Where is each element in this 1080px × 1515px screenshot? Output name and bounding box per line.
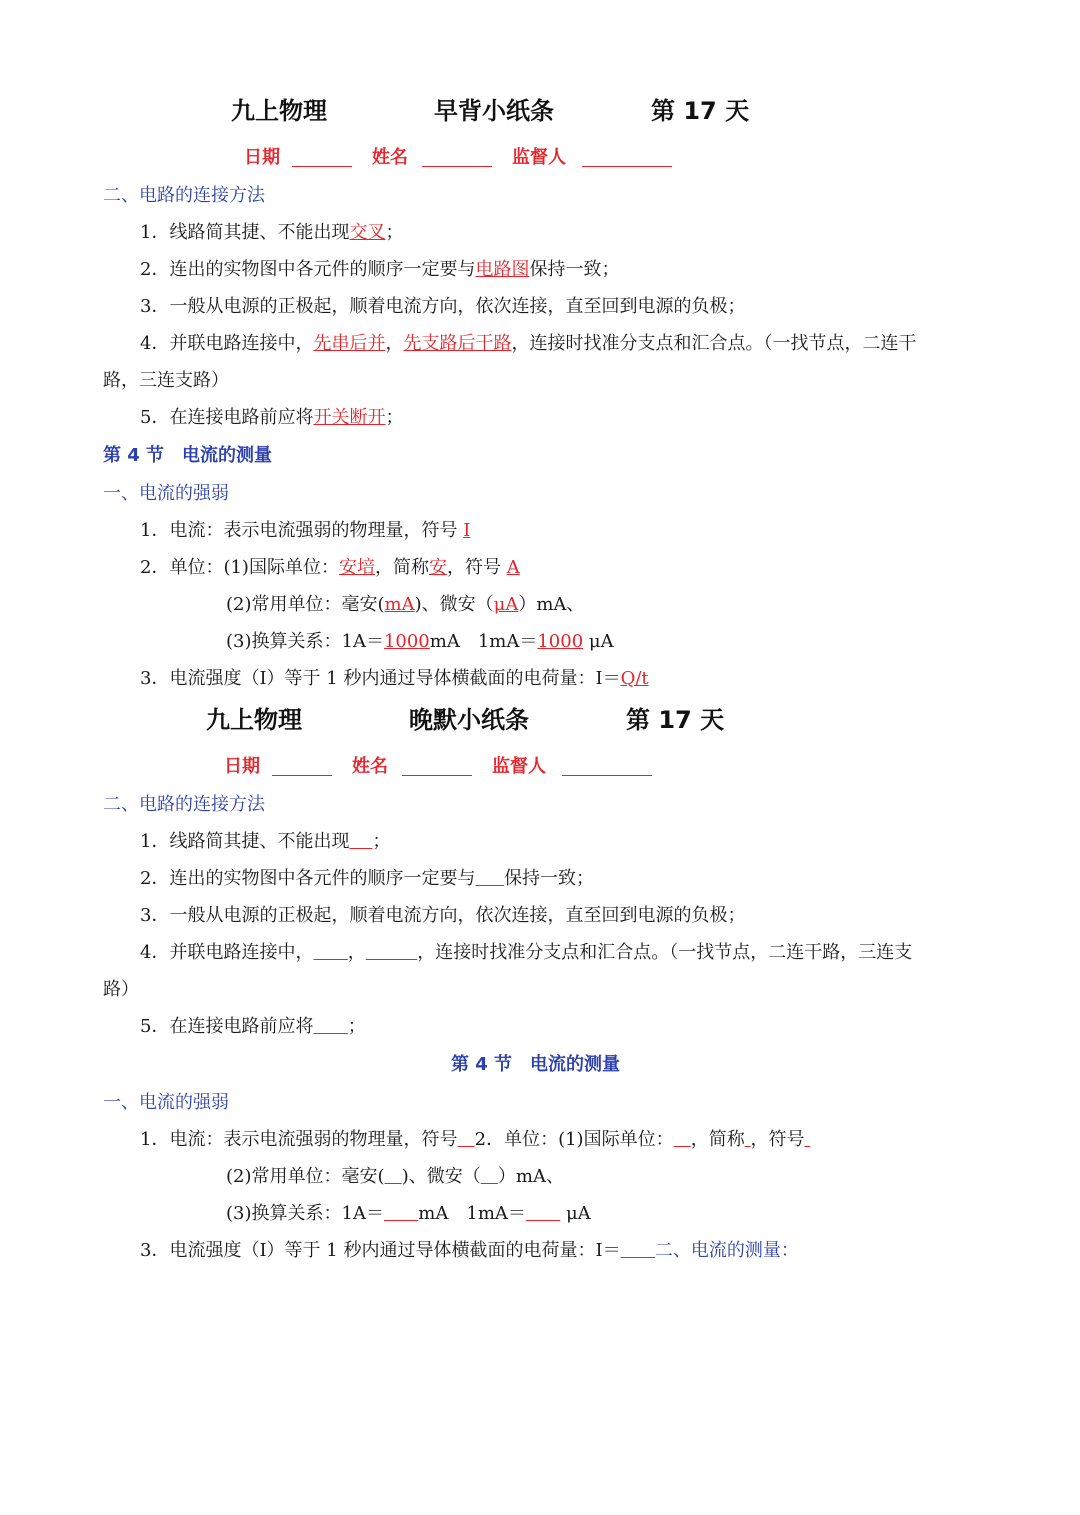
e-c1-pre: 1．电流：表示电流强弱的物理量，符号: [140, 1129, 458, 1150]
m-c2c-post: μA: [588, 631, 614, 652]
morning-title-name: 早背小纸条: [434, 97, 554, 125]
evening-title-day: 第 17 天: [626, 706, 725, 734]
e-c1-mid: 2．单位：(1)国际单位：: [474, 1129, 674, 1150]
m-c3-ans: Q/t: [620, 668, 649, 689]
e-l4-pre: 4．并联电路连接中，: [140, 942, 314, 963]
evening-section2-heading: 二、电路的连接方法: [103, 794, 265, 815]
m-l1-ans: 交叉: [349, 222, 386, 243]
morning-name-blank[interactable]: [422, 150, 492, 167]
evening-supervisor-blank[interactable]: [562, 759, 652, 776]
m-l4-ans1: 先串后并: [313, 333, 386, 354]
morning-item-4-cont: 路，三连支路）: [103, 370, 229, 391]
m-l4-pre: 4．并联电路连接中，: [140, 333, 314, 354]
morning-item-2: [140, 258, 619, 282]
e-c1-mid2: ，简称: [690, 1129, 745, 1150]
morning-current-2c: [226, 630, 614, 654]
evening-section1-heading: 一、电流的强弱: [103, 1092, 229, 1113]
evening-item-4: [140, 941, 912, 965]
e-l5-blank[interactable]: [313, 1016, 347, 1037]
e-l4-post: ，连接时找准分支点和汇合点。（一找节点，二连干路，三连支: [417, 942, 913, 963]
e-c2c-post: μA: [565, 1203, 591, 1224]
e-c1-mid3: ，符号: [750, 1129, 805, 1150]
morning-current-3: [140, 667, 649, 691]
e-l1-pre: 1．线路简其捷、不能出现: [140, 831, 350, 852]
m-c2b-ans2: μA: [493, 594, 519, 615]
m-c2b-pre: (2)常用单位：毫安(: [226, 594, 385, 615]
m-l4-post: ，连接时找准分支点和汇合点。（一找节点，二连干: [511, 333, 917, 354]
morning-item-3: 3．一般从电源的正极起，顺着电流方向，依次连接，直至回到电源的负极；: [140, 296, 746, 317]
evening-item-4-cont: 路）: [103, 979, 139, 1000]
e-l1-blank[interactable]: [349, 831, 372, 852]
morning-current-2: [140, 556, 520, 580]
e-c2c-blank1[interactable]: [384, 1203, 418, 1224]
morning-supervisor-blank[interactable]: [582, 150, 672, 167]
evening-item-5: [140, 1015, 366, 1039]
morning-item-5: [140, 406, 403, 430]
e-c2c-pre: (3)换算关系：1A＝: [226, 1203, 384, 1224]
e-c2b-post: ）mA、: [497, 1166, 564, 1187]
morning-item-4: [140, 332, 916, 356]
evening-date-label: 日期: [224, 756, 260, 777]
evening-current-2b: [226, 1165, 564, 1189]
m-c2-pre: 2．单位：(1)国际单位：: [140, 557, 339, 578]
m-c1-pre: 1．电流：表示电流强弱的物理量，符号: [140, 520, 458, 541]
e-c2b-pre: (2)常用单位：毫安(: [226, 1166, 385, 1187]
morning-item-1: [140, 221, 403, 245]
m-l2-pre: 2．连出的实物图中各元件的顺序一定要与: [140, 259, 476, 280]
e-l2-pre: 2．连出的实物图中各元件的顺序一定要与: [140, 868, 476, 889]
e-c3-blank[interactable]: [621, 1240, 655, 1261]
morning-supervisor-label: 监督人: [512, 147, 566, 168]
m-c2c-pre: (3)换算关系：1A＝: [226, 631, 384, 652]
e-c3-tail: 二、电流的测量：: [654, 1240, 799, 1261]
evening-name-label: 姓名: [352, 756, 388, 777]
m-l4-ans2: 先支路后干路: [403, 333, 512, 354]
evening-supervisor-label: 监督人: [492, 756, 546, 777]
m-l5-ans: 开关断开: [313, 407, 386, 428]
e-l5-pre: 5．在连接电路前应将: [140, 1016, 314, 1037]
evening-sec4-heading: 第 4 节 电流的测量: [451, 1054, 621, 1075]
morning-date-label: 日期: [244, 147, 280, 168]
m-c2b-ans1: mA: [384, 594, 415, 615]
morning-title-subject: 九上物理: [231, 97, 327, 125]
e-c2c-mid: mA 1mA＝: [418, 1203, 526, 1224]
e-c1-blank1[interactable]: [457, 1129, 474, 1150]
m-c1-ans: I: [463, 520, 471, 541]
morning-sec4-heading: 第 4 节 电流的测量: [103, 445, 273, 466]
morning-title-day: 第 17 天: [651, 97, 750, 125]
e-c1-blank2[interactable]: [674, 1129, 691, 1150]
e-l1-post: ；: [372, 831, 391, 852]
m-l5-pre: 5．在连接电路前应将: [140, 407, 314, 428]
m-c2-ans1: 安培: [338, 557, 375, 578]
e-l4-blank1[interactable]: [313, 942, 347, 963]
morning-section2-heading: 二、电路的连接方法: [103, 185, 265, 206]
evening-title-subject: 九上物理: [206, 706, 302, 734]
morning-current-1: [140, 519, 470, 543]
m-c2-mid2: ，符号: [446, 557, 501, 578]
e-c2b-blank2[interactable]: [481, 1166, 498, 1187]
e-c2b-blank1[interactable]: [385, 1166, 402, 1187]
evening-title-name: 晚默小纸条: [409, 706, 529, 734]
evening-item-1: [140, 830, 390, 854]
m-c2c-ans1: 1000: [383, 631, 430, 652]
evening-current-2c: [226, 1202, 591, 1226]
m-c2b-post: ）mA、: [518, 594, 585, 615]
m-c2c-ans2: 1000: [537, 631, 584, 652]
m-c2-mid1: ，简称: [374, 557, 429, 578]
m-c2c-mid: mA 1mA＝: [429, 631, 538, 652]
e-c1-blank4[interactable]: [804, 1129, 810, 1150]
e-l2-blank[interactable]: [475, 868, 504, 889]
m-l1-post: ；: [385, 222, 404, 243]
evening-current-3: [140, 1239, 799, 1263]
m-c2-ans2: 安: [428, 557, 447, 578]
m-c2b-mid: )、微安（: [414, 594, 494, 615]
e-l5-post: ；: [347, 1016, 366, 1037]
m-l2-post: 保持一致；: [529, 259, 620, 280]
evening-item-2: [140, 867, 594, 891]
m-l5-post: ；: [385, 407, 404, 428]
m-l2-ans: 电路图: [475, 259, 530, 280]
evening-date-blank[interactable]: [272, 759, 332, 776]
e-l4-blank2[interactable]: [366, 942, 418, 963]
morning-date-blank[interactable]: [292, 150, 352, 167]
e-l4-sep: ，: [347, 942, 366, 963]
e-c3-pre: 3．电流强度（I）等于 1 秒内通过导体横截面的电荷量：I＝: [140, 1240, 621, 1261]
morning-name-label: 姓名: [372, 147, 408, 168]
morning-section1-heading: 一、电流的强弱: [103, 483, 229, 504]
morning-current-2b: [226, 593, 584, 617]
m-l1-pre: 1．线路简其捷、不能出现: [140, 222, 350, 243]
evening-item-3: 3．一般从电源的正极起，顺着电流方向，依次连接，直至回到电源的负极；: [140, 905, 746, 926]
e-c2b-mid: )、微安（: [401, 1166, 481, 1187]
m-c3-pre: 3．电流强度（I）等于 1 秒内通过导体横截面的电荷量：I＝: [140, 668, 621, 689]
evening-current-1: [140, 1128, 810, 1152]
e-c2c-blank2[interactable]: [526, 1203, 560, 1224]
evening-name-blank[interactable]: [402, 759, 472, 776]
m-l4-sep: ，: [385, 333, 404, 354]
m-c2-ans3: A: [506, 557, 520, 578]
e-l2-post: 保持一致；: [504, 868, 595, 889]
